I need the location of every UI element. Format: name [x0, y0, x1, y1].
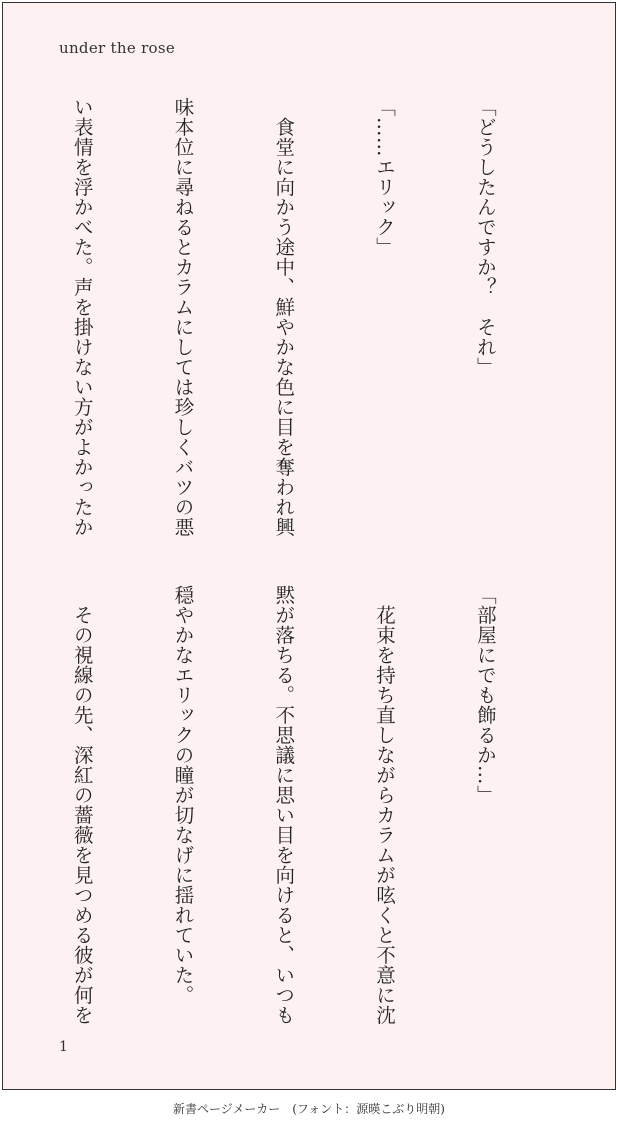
text-line: 穏やかなエリックの瞳が切なげに揺れていた。 [171, 585, 195, 1005]
text-line: い表情を浮かべた。声を掛けない方がよかったか [70, 97, 94, 537]
text-block-lower [0, 585, 569, 1025]
text-line: その視線の先、深紅の薔薇を見つめる彼が何を [70, 585, 94, 1025]
text-line: 食堂に向かう途中、鮮やかな色に目を奪われ興 [272, 97, 296, 537]
text-line: 「……エリック」 [373, 97, 397, 257]
text-line: 黙が落ちる。不思議に思い目を向けると、いつも [272, 585, 296, 1025]
text-line: 「部屋にでも飾るか…」 [473, 585, 497, 805]
text-line: 花束を持ち直しながらカラムが呟くと不意に沈 [373, 585, 397, 1025]
page-number: 1 [59, 1039, 68, 1055]
book-page [2, 2, 616, 1090]
text-line: 「どうしたんですか？ それ」 [473, 97, 497, 377]
text-block-upper [0, 97, 569, 537]
generator-caption: 新書ページメーカー (フォント：源暎こぶり明朝) [173, 1102, 445, 1116]
text-line: 味本位に尋ねるとカラムにしては珍しくバツの悪 [171, 97, 195, 537]
page-title: under the rose [59, 39, 176, 57]
